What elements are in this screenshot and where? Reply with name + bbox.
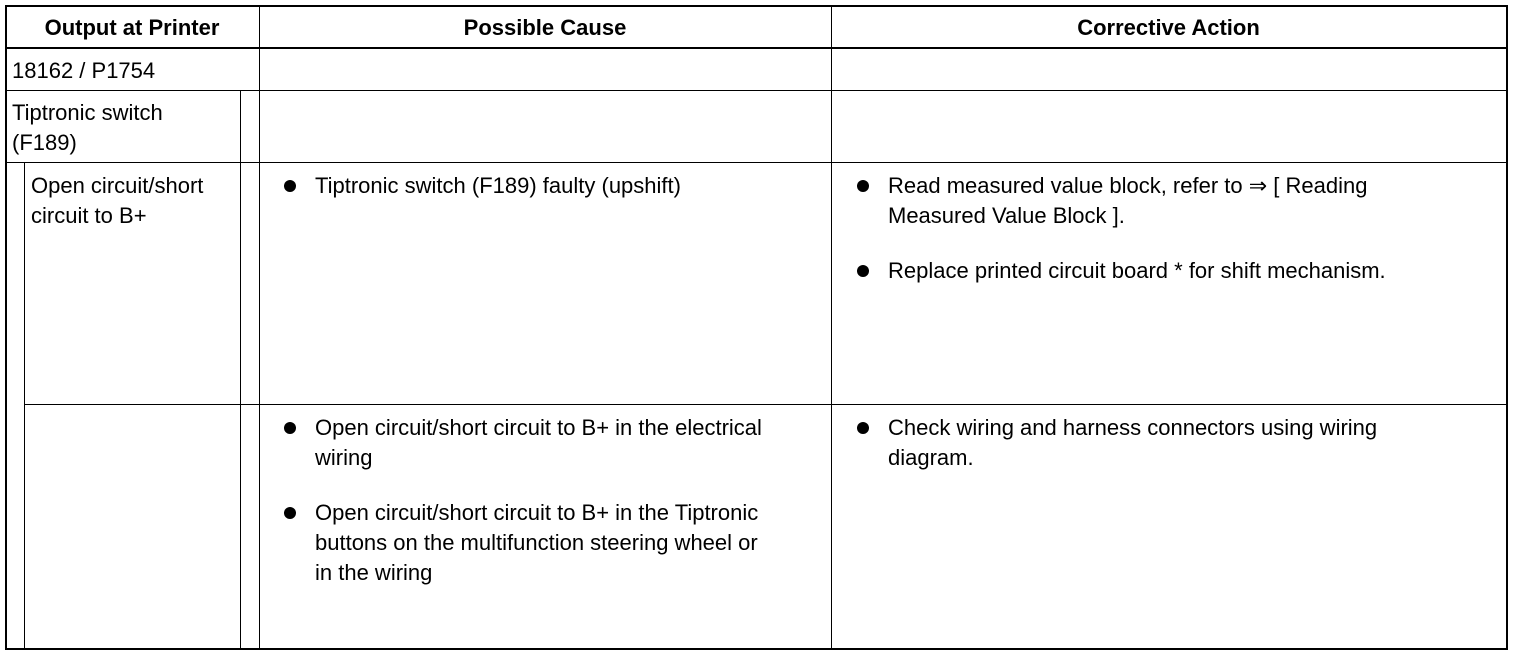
row-divider-component bbox=[5, 162, 1508, 163]
col-divider-cause bbox=[831, 5, 832, 650]
bullet-dot-icon bbox=[857, 265, 869, 277]
component-name-line2: (F189) bbox=[12, 130, 77, 155]
action-1-line-2: Measured Value Block ]. bbox=[888, 203, 1125, 228]
bullet-dot-icon bbox=[284, 180, 296, 192]
fault-code: 18162 / P1754 bbox=[12, 58, 156, 83]
header-corrective-action: Corrective Action bbox=[1077, 15, 1260, 40]
bullet-dot-icon bbox=[857, 422, 869, 434]
col-divider-printer bbox=[259, 5, 260, 650]
action-2-line-1: Replace printed circuit board * for shift mechanism. bbox=[888, 258, 1386, 283]
header-possible-cause: Possible Cause bbox=[463, 15, 627, 40]
action-3-line-1: Check wiring and harness connectors using wiring bbox=[888, 415, 1378, 440]
action-1-line-1: Read measured value block, refer to ⇒ [ Reading bbox=[888, 173, 1368, 198]
symptom-line2: circuit to B+ bbox=[31, 203, 147, 228]
action-3-line-2: diagram. bbox=[888, 445, 974, 470]
cause-3-line-3: in the wiring bbox=[315, 560, 433, 585]
header-divider bbox=[5, 47, 1508, 49]
cause-1-line-1: Tiptronic switch (F189) faulty (upshift) bbox=[315, 173, 681, 198]
cause-3-line-1: Open circuit/short circuit to B+ in the Tiptronic bbox=[315, 500, 759, 525]
cause-2-line-2: wiring bbox=[315, 445, 373, 470]
col-divider-indent bbox=[24, 162, 25, 650]
row-divider-code bbox=[5, 90, 1508, 91]
bullet-dot-icon bbox=[284, 422, 296, 434]
col-divider-sub-a bbox=[240, 90, 241, 650]
row-divider-causes bbox=[24, 404, 1508, 405]
cause-3-line-2: buttons on the multifunction steering wheel or bbox=[315, 530, 758, 555]
header-output-at-printer: Output at Printer bbox=[44, 15, 220, 40]
bullet-dot-icon bbox=[857, 180, 869, 192]
component-name-line1: Tiptronic switch bbox=[12, 100, 163, 125]
bullet-dot-icon bbox=[284, 507, 296, 519]
symptom-line1: Open circuit/short bbox=[31, 173, 204, 198]
cause-2-line-1: Open circuit/short circuit to B+ in the electrical bbox=[315, 415, 762, 440]
